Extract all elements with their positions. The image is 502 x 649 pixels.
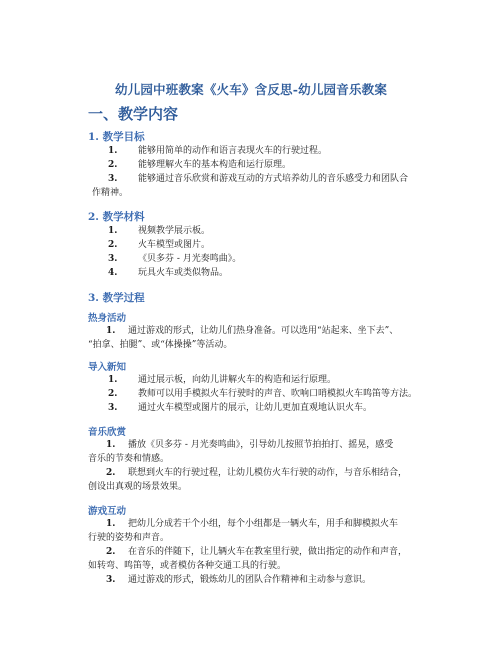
paragraph-line	[88, 573, 418, 587]
list-number: 1.	[108, 226, 118, 236]
list-item	[88, 144, 418, 158]
heading-teaching-process: 3. 教学过程	[88, 292, 145, 304]
list-number: 3.	[106, 575, 116, 585]
section-heading-teaching-content: 一、教学内容	[88, 105, 179, 123]
list-text: 玩具火车或类似物品。	[138, 268, 229, 278]
paragraph-line: 音乐的节奏和情感。	[88, 454, 170, 464]
list-text: 视频教学展示板。	[138, 226, 211, 236]
list-text: 能够用简单的动作和语言表现火车的行驶过程。	[138, 146, 328, 156]
list-number: 3.	[108, 254, 118, 264]
list-number: 3.	[108, 403, 118, 413]
paragraph-text: 联想到火车的行驶过程，让幼儿模仿火车行驶的动作，与音乐相结合，	[128, 468, 408, 478]
list-text: 能够理解火车的基本构造和运行原理。	[138, 160, 292, 170]
paragraph-line	[88, 517, 418, 531]
subheading-warmup: 热身活动	[88, 313, 127, 324]
list-number: 1.	[106, 326, 116, 336]
paragraph-line: 创设出真观的场景效果。	[88, 482, 188, 492]
list-item	[88, 224, 418, 238]
paragraph-text: 在音乐的伴随下，让儿辆火车在教室里行驶，做出指定的动作和声音，	[128, 547, 408, 557]
list-item	[88, 387, 438, 401]
list-number: 1.	[106, 519, 116, 529]
list-number: 2.	[108, 240, 118, 250]
paragraph-text: 通过游戏的形式，锻炼幼儿的团队合作精神和主动参与意识。	[128, 575, 372, 585]
list-text: 火车模型或图片。	[138, 240, 211, 250]
paragraph-line	[88, 466, 418, 480]
list-text: 教师可以用手模拟火车行驶时的声音、吹响口哨模拟火车鸣笛等方法。	[138, 389, 418, 399]
list-text: 通过展示板，向幼儿讲解火车的构造和运行原理。	[138, 375, 337, 385]
list-text: 能够通过音乐欣赏和游戏互动的方式培养幼儿的音乐感受力和团队合	[138, 174, 409, 184]
heading-teaching-goals: 1. 教学目标	[88, 131, 145, 143]
document-title: 幼儿园中班教案《火车》含反思-幼儿园音乐教案	[114, 82, 388, 97]
subheading-music: 音乐欣赏	[88, 427, 127, 438]
list-number: 2.	[108, 160, 118, 170]
list-number: 1.	[108, 375, 118, 385]
list-number: 3.	[108, 174, 118, 184]
list-number: 1.	[108, 146, 118, 156]
paragraph-line	[88, 545, 418, 559]
list-item	[88, 252, 418, 266]
list-number: 4.	[108, 268, 118, 278]
paragraph-line	[88, 324, 418, 338]
paragraph-text: 通过游戏的形式，让幼儿们热身准备。可以选用“站起来、坐下去”、	[128, 326, 399, 336]
subheading-game: 游戏互动	[88, 506, 127, 517]
list-item	[88, 238, 418, 252]
list-number: 2.	[106, 468, 116, 478]
list-text: 《贝多芬 - 月光奏鸣曲》。	[138, 254, 242, 264]
paragraph-line: 如转弯、鸣笛等，或者模仿各种交通工具的行驶。	[88, 561, 287, 571]
list-number: 2.	[108, 389, 118, 399]
heading-teaching-materials: 2. 教学材料	[88, 211, 145, 223]
paragraph-line	[88, 438, 418, 452]
list-item	[88, 158, 418, 172]
list-number: 2.	[106, 547, 116, 557]
paragraph-text: 把幼儿分成若干个小组，每个小组都是一辆火车，用手和脚模拟火车	[128, 519, 399, 529]
list-text: 通过火车模型或图片的展示，让幼儿更加直观地认识火车。	[138, 403, 373, 413]
subheading-intro: 导入新知	[88, 362, 127, 373]
paragraph-line: 行驶的姿势和声音。	[88, 533, 170, 543]
paragraph-text: 播放《贝多芬 - 月光奏鸣曲》，引导幼儿按照节拍拍打、摇晃，感受	[128, 440, 394, 450]
list-item	[88, 172, 418, 186]
list-number: 1.	[106, 440, 116, 450]
paragraph-line: “拍拿、拍腿”、或“体操操”等活动。	[88, 340, 233, 350]
list-item	[88, 373, 418, 387]
list-item-continuation: 作精神。	[92, 188, 129, 198]
list-item	[88, 266, 418, 280]
list-item	[88, 401, 418, 415]
